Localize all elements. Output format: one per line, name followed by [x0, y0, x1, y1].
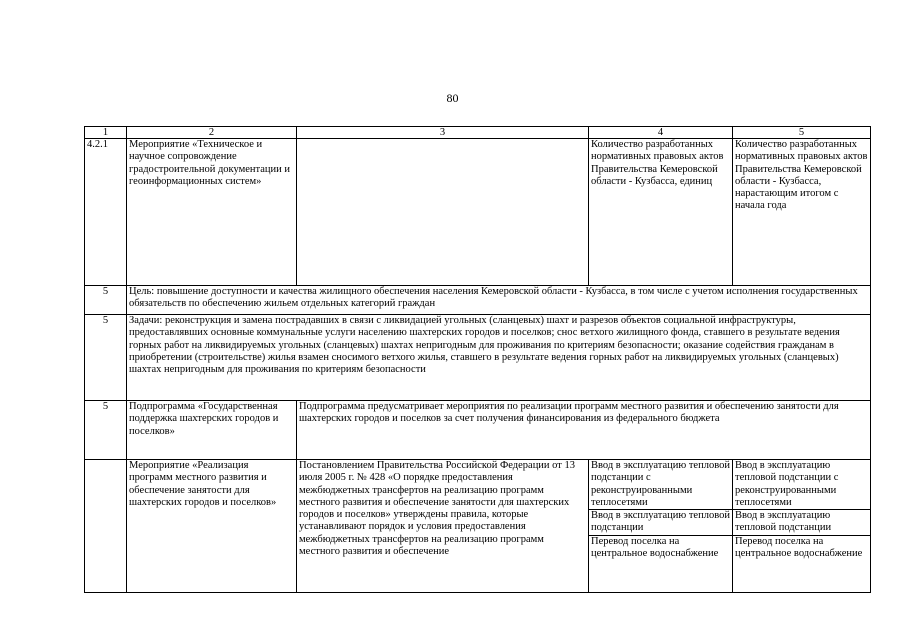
legal-basis: [297, 139, 589, 286]
table-row-event: [85, 460, 871, 593]
subprogram-name: Подпрограмма «Государственная поддержка шахтерских городов и поселков»: [127, 401, 297, 460]
indicator-item: Ввод в эксплуатацию тепловой подстанции: [589, 510, 732, 536]
indicator-item: Ввод в эксплуатацию тепловой подстанции с реконструированными теплосетями: [733, 460, 870, 510]
header-cell-2: 2: [127, 127, 297, 139]
indicator-list: [589, 460, 733, 593]
legal-basis: Постановлением Правительства Российской Федерации от 13 июля 2005 г. № 428 «О порядке предоставления межбюджетных трансфертов на реализацию программ местного развития и обеспечение занятости для шахтерских городов и поселков» утверждены правила, которые устанавливают порядок и условия предоставления межбюджетных трансфертов на реализацию программ местного развития и обеспечение: [297, 460, 589, 593]
table-row-subprogram: [85, 401, 871, 460]
header-cell-5: 5: [733, 127, 871, 139]
table-row-4-2-1: [85, 139, 871, 286]
row-number: [85, 460, 127, 593]
indicator-item: Ввод в эксплуатацию тепловой подстанции с реконструированными теплосетями: [589, 460, 732, 510]
indicator-cumulative-list: [733, 460, 871, 593]
indicator-name: Количество разработанных нормативных правовых актов Правительства Кемеровской области - Кузбасса, единиц: [589, 139, 733, 286]
row-number: 5: [85, 315, 127, 401]
header-cell-3: 3: [297, 127, 589, 139]
event-name: Мероприятие «Реализация программ местного развития и обеспечение занятости для шахтерских городов и поселков»: [127, 460, 297, 593]
event-name: Мероприятие «Техническое и научное сопровождение градостроительной документации и геоинформационных систем»: [127, 139, 297, 286]
indicator-item: Перевод поселка на центральное водоснабжение: [735, 535, 863, 560]
table-row-tasks: [85, 315, 871, 401]
indicators-table: [84, 126, 871, 593]
header-cell-4: 4: [589, 127, 733, 139]
indicator-item: Перевод поселка на центральное водоснабжение: [591, 535, 719, 560]
page-number: 80: [446, 91, 459, 105]
header-cell-1: 1: [85, 127, 127, 139]
goal-text: Цель: повышение доступности и качества жилищного обеспечения населения Кемеровской области - Кузбасса, в том числе с учетом исполнения государственных обязательств по обеспечению жильем отдельных категорий граждан: [127, 286, 871, 315]
subprogram-description: Подпрограмма предусматривает мероприятия по реализации программ местного развития и обеспечению занятости для шахтерских городов и поселков за счет получения финансирования из федерального бюджета: [297, 401, 871, 460]
row-number: 4.2.1: [85, 139, 127, 286]
row-number: 5: [85, 401, 127, 460]
table-row-goal: [85, 286, 871, 315]
tasks-text: Задачи: реконструкция и замена пострадавших в связи с ликвидацией угольных (сланцевых) шахт и разрезов объектов социальной инфраструктуры, предоставлявших основные коммунальные услуги населению шахтерских городов и поселков; снос ветхого жилищного фонда, ставшего в результате ведения горных работ на ликвидируемых угольных (сланцевых) шахтах непригодным для проживания по критериям безопасности; оказание содействия гражданам в приобретении (строительстве) жилья взамен сносимого ветхого жилья, ставшего в результате ведения горных работ на ликвидируемых угольных (сланцевых) шахтах непригодным для проживания по критериям безопасности: [127, 315, 871, 401]
indicator-cumulative: Количество разработанных нормативных правовых актов Правительства Кемеровской области - Кузбасса, нарастающим итогом с начала года: [733, 139, 871, 286]
indicator-item: Ввод в эксплуатацию тепловой подстанции: [733, 510, 870, 536]
table-header-row: [85, 127, 871, 139]
row-number: 5: [85, 286, 127, 315]
